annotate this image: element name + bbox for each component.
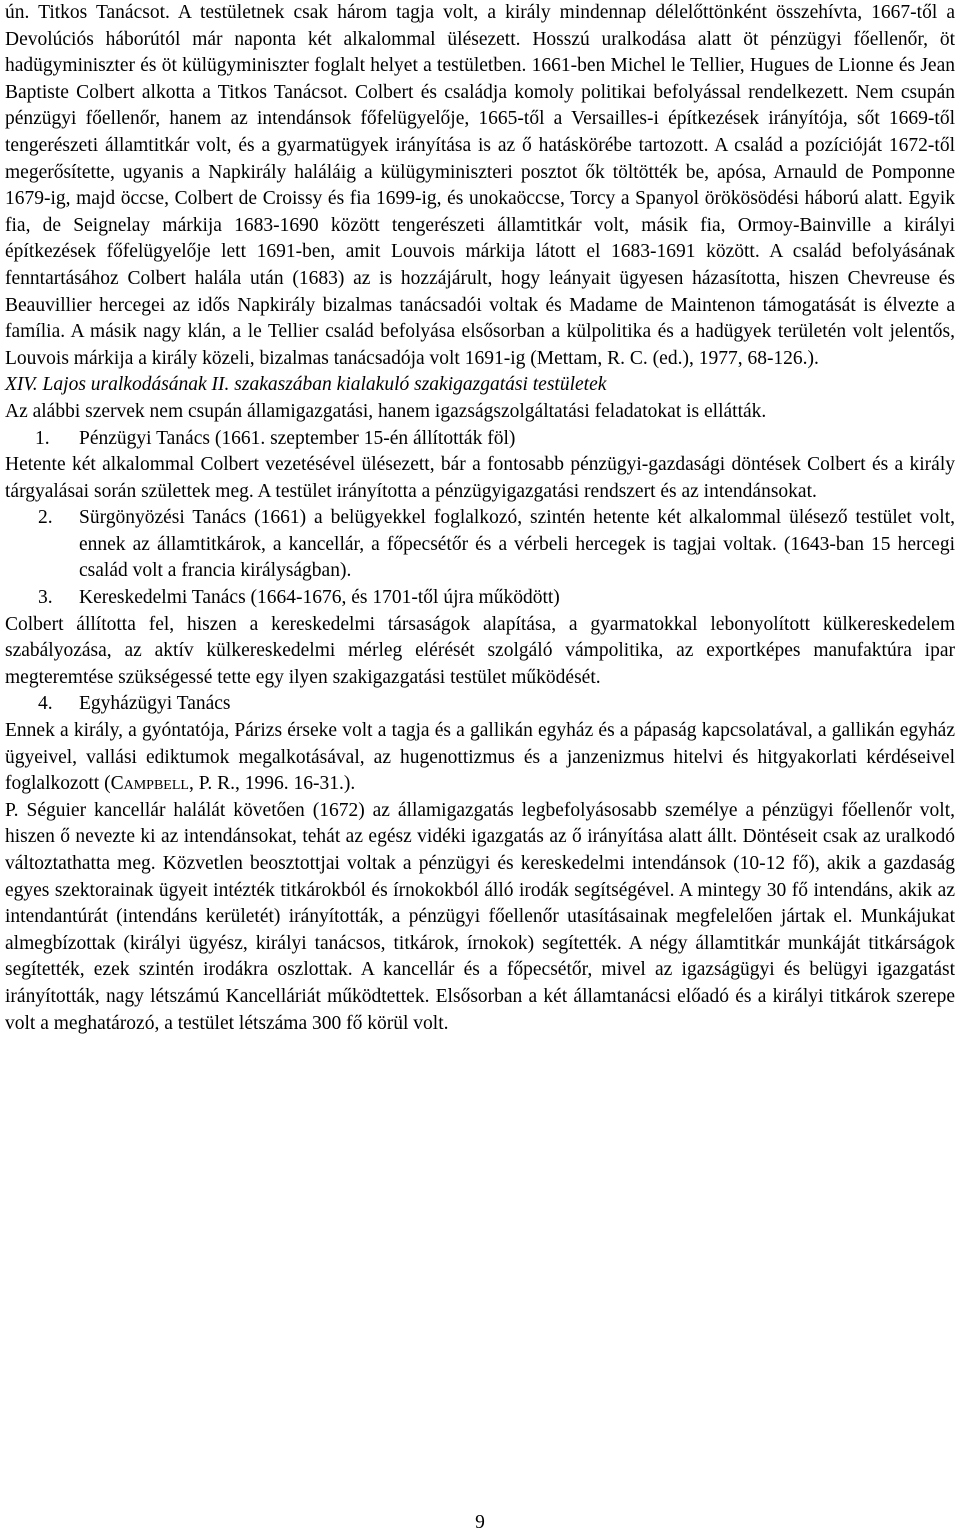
list-item-number: 4. — [38, 693, 53, 715]
paragraph-egyhazugyi-tanacs — [5, 718, 955, 798]
list-item-text: Kereskedelmi Tanács (1664-1676, és 1701-től újra működött) — [79, 587, 560, 609]
section-subtitle: XIV. Lajos uralkodásának II. szakaszában kialakuló szakigazgatási testületek — [5, 374, 607, 396]
list-item-text: Sürgönyözési Tanács (1661) a belügyekkel foglalkozó, szintén hetente két alkalommal ülésező testület volt, ennek az államtitkárok, a kancellár, a főpecsétőr és a vérbeli hercegek is tagjai voltak. (1643-ban 15 hercegi család volt a francia királyságban). — [79, 507, 955, 582]
list-item — [5, 426, 955, 453]
list-item — [5, 505, 955, 585]
list-item-text: Pénzügyi Tanács (1661. szeptember 15-én állították föl) — [79, 427, 516, 449]
paragraph-intro: Az alábbi szervek nem csupán államigazgatási, hanem igazságszolgáltatási feladatokat is ellátták. — [5, 400, 767, 422]
list-item — [5, 585, 955, 612]
text-run: , P. R., 1996. 16-31.). — [188, 773, 356, 795]
paragraph-titkos-tanacs: ún. Titkos Tanácsot. A testületnek csak három tagja volt, a király mindennap délelőttönként összehívta, 1667-től a Devolúciós háborútól már naponta két alkalommal ülésezett. Hosszú uralkodása alatt öt pénzügyi főellenőr, öt hadügyminiszter és öt külügyminiszter foglalt helyet a testületben. 1661-ben Michel le Tellier, Hugues de Lionne és Jean Baptiste Colbert alkotta a Titkos Tanácsot. Colbert és családja komoly politikai befolyással rendelkezett. Nem csupán pénzügyi főellenőr, hanem az intendánsok főfelügyelője, 1665-től a Versailles-i építkezések irányítója, sőt 1669-től tengerészeti államtitkár volt, és a gyarmatügyek irányítása is az ő hatáskörébe tartozott. A család a pozícióját 1672-től megerősítette, ugyanis a Napkirály haláláig a külügyminiszteri posztot ők töltötték be, apósa, Arnauld de Pomponne 1679-ig, majd öccse, Colbert de Croissy és fia 1699-ig, és unokaöccse, Torcy a Spanyol örökösödési háború alatt. Egyik fia, de Seignelay márkija 1683-1690 között tengerészeti államtitkár volt, másik fia, Ormoy-Bainville a királyi építkezések főfelügyelője lett 1691-ben, amit Louvois márkija látott el 1683-1691 között. A család befolyásának fenntartásához Colbert halála után (1683) az is hozzájárult, hogy leányait ügyesen házasította, hiszen Chevreuse és Beauvillier hercegei az idős Napkirály bizalmas tanácsadói voltak és Madame de Maintenon támogatását is élvezte a família. A másik nagy klán, a le Tellier család befolyása elsősorban a külpolitika és a hadügyek területén volt jelentős, Louvois márkija a király közeli, bizalmas tanácsadója volt 1691-ig (Mettam, R. C. (ed.), 1977, 68-126.). — [5, 2, 955, 369]
list-item — [5, 691, 955, 718]
text-run: Ennek a király, a gyóntatója, Párizs érseke volt a tagja és a gallikán egyház és a pápaság kapcsolatával, a gallikán egyház ügyeivel, vallási ediktumok megalkotásával, az hugenottizmus és a janzenizmus hitelvi és hitgyakorlati kérdéseivel foglalkozott (C — [5, 720, 955, 795]
citation-author: ampbell — [123, 773, 189, 795]
paragraph-seguier: P. Séguier kancellár halálát követően (1672) az államigazgatás legbefolyásosabb személye a pénzügyi főellenőr volt, hiszen ő nevezte ki az intendánsokat, tehát az egész vidéki igazgatás az ő irányítása alatt állt. Döntéseit csak az uralkodó változtathatta meg. Közvetlen beosztottjai voltak a pénzügyi és kereskedelmi intendánsok (10-12 fő), akik a gazdaság egyes szektorainak ügyeit intézték titkárokból és írnokokból álló irodák segítségével. A mintegy 30 fő intendáns, akik az intendantúrát (intendáns kerületét) irányították, a pénzügyi főellenőr utasításainak megfelelően jártak el. Munkájukat almegbízottak (királyi ügyész, királyi tanácsos, titkárok, írnokok) segítették. A négy államtitkár munkáját titkárságok segítették, ezek szintén irodákra oszlottak. A kancellár és a főpecsétőr, mivel az igazságügyi és belügyi igazgatást irányították, nagy létszámú Kancelláriát működtettek. Elsősorban a két államtanácsi előadó és a királyi titkárok szerepe volt a meghatározó, a testület létszáma 300 fő körül volt. — [5, 799, 955, 1034]
document-page — [5, 0, 955, 1037]
list-item-number: 1. — [35, 427, 50, 449]
list-item-text: Egyházügyi Tanács — [79, 693, 231, 715]
paragraph-kereskedelmi-tanacs: Colbert állította fel, hiszen a kereskedelmi társaságok alapítása, a gyarmatokkal lebonyolított külkereskedelem szabályozása, az aktív külkereskedelmi mérleg elérését szolgáló vámpolitika, az exportképes manufaktúra ipar megteremtése szükségessé tette egy ilyen szakigazgatási testület működését. — [5, 613, 955, 688]
page-number: 9 — [475, 1512, 485, 1533]
list-item-number: 2. — [38, 507, 53, 529]
list-item-number: 3. — [38, 587, 53, 609]
paragraph-penzugyi-tanacs: Hetente két alkalommal Colbert vezetésével ülésezett, bár a fontosabb pénzügyi-gazdasági döntések Colbert és a király tárgyalásai során születtek meg. A testület irányította a pénzügyigazgatási rendszert és az intendánsokat. — [5, 454, 955, 502]
